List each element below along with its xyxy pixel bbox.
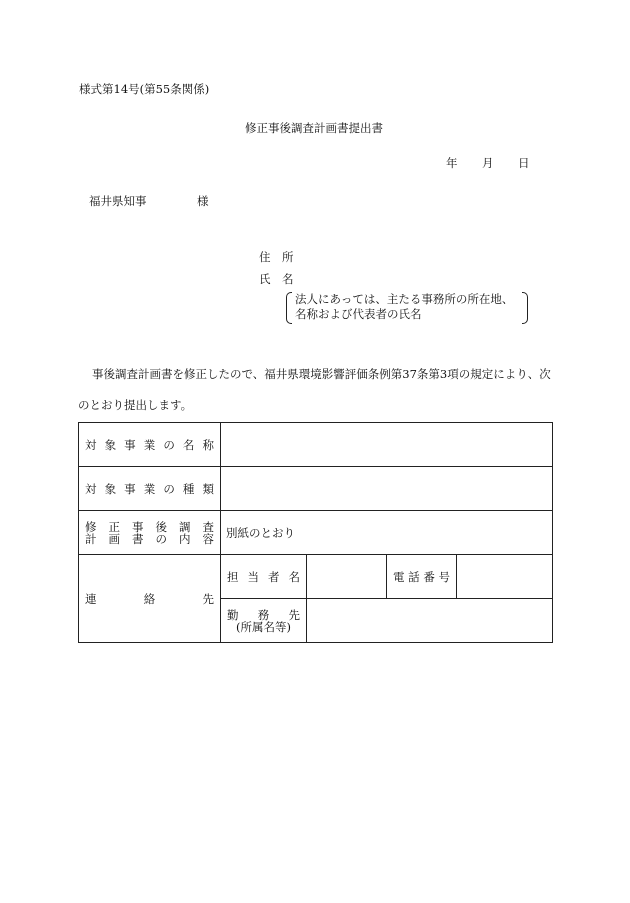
plan-content-char: 修 — [85, 519, 97, 534]
phone-label — [387, 555, 457, 599]
address-label: 住 所 — [259, 250, 294, 264]
corporate-note-line2: 名称および代表者の氏名 — [295, 307, 422, 321]
plan-content-char: 後 — [155, 519, 167, 534]
submission-table — [78, 422, 553, 643]
business-name-label — [79, 423, 221, 467]
phone-char: 話 — [408, 569, 420, 584]
body-text-line2: のとおり提出します。 — [78, 398, 193, 412]
business-name-char: 事 — [124, 437, 136, 452]
workplace-label — [221, 599, 307, 643]
business-name-char: 名 — [182, 437, 195, 452]
business-type-char: 象 — [104, 481, 117, 496]
workplace-char: 先 — [288, 607, 300, 622]
business-name-char: 業 — [143, 437, 156, 452]
plan-content-char: 調 — [179, 519, 191, 534]
person-in-charge-label — [221, 555, 307, 599]
date-day: 日 — [518, 156, 530, 170]
plan-content-char: 計 — [85, 531, 97, 546]
person-in-charge-char: 当 — [247, 569, 259, 584]
business-name-char: 称 — [202, 437, 214, 452]
person-in-charge-char: 者 — [268, 569, 280, 584]
person-in-charge-value[interactable] — [307, 555, 387, 599]
corporate-note — [286, 292, 528, 322]
business-type-char: 事 — [124, 481, 136, 496]
contact-char: 連 — [85, 591, 97, 606]
business-type-char: の — [163, 481, 175, 496]
corporate-note-line1: 法人にあっては、主たる事務所の所在地、 — [295, 292, 514, 306]
plan-content-label — [79, 511, 221, 555]
business-name-char: 対 — [85, 437, 97, 452]
left-bracket — [286, 292, 292, 324]
right-bracket — [522, 292, 528, 324]
plan-content-char: 容 — [202, 531, 214, 546]
business-type-char: 業 — [143, 481, 156, 496]
name-label: 氏 名 — [259, 272, 294, 286]
workplace-sub-label: (所属名等) — [236, 619, 291, 634]
phone-char: 電 — [393, 569, 405, 584]
workplace-char: 勤 — [227, 607, 239, 622]
business-type-label — [79, 467, 221, 511]
date-year: 年 — [446, 156, 458, 170]
plan-content-char: の — [155, 531, 167, 546]
plan-content-char: 書 — [132, 531, 144, 546]
addressee-name: 福井県知事 — [89, 194, 147, 208]
phone-char: 番 — [423, 569, 435, 584]
contact-label — [79, 555, 221, 643]
business-type-value[interactable] — [221, 467, 553, 511]
table-row — [79, 423, 553, 467]
contact-char: 絡 — [143, 591, 156, 606]
business-type-char: 種 — [182, 481, 195, 496]
person-in-charge-char: 名 — [288, 569, 300, 584]
phone-value[interactable] — [457, 555, 553, 599]
business-name-char: の — [163, 437, 175, 452]
addressee-honorific: 様 — [197, 194, 209, 208]
table-row — [79, 467, 553, 511]
plan-content-char: 画 — [108, 531, 120, 546]
table-row — [79, 511, 553, 555]
workplace-char: 務 — [257, 607, 270, 622]
plan-content-value[interactable]: 別紙のとおり — [221, 511, 553, 555]
person-in-charge-char: 担 — [227, 569, 239, 584]
table-row — [79, 555, 553, 599]
business-type-char: 対 — [85, 481, 97, 496]
date-month: 月 — [482, 156, 494, 170]
form-number: 様式第14号(第55条関係) — [79, 82, 210, 96]
document-title: 修正事後調査計画書提出書 — [245, 121, 383, 135]
workplace-value[interactable] — [307, 599, 553, 643]
business-name-char: 象 — [104, 437, 117, 452]
plan-content-char: 内 — [179, 531, 191, 546]
plan-content-char: 正 — [108, 519, 120, 534]
business-type-char: 類 — [202, 481, 214, 496]
phone-char: 号 — [438, 569, 450, 584]
business-name-value[interactable] — [221, 423, 553, 467]
plan-content-char: 事 — [132, 519, 144, 534]
contact-char: 先 — [202, 591, 214, 606]
body-text-line1: 事後調査計画書を修正したので、福井県環境影響評価条例第37条第3項の規定により、次 — [92, 367, 551, 381]
plan-content-char: 査 — [202, 519, 214, 534]
